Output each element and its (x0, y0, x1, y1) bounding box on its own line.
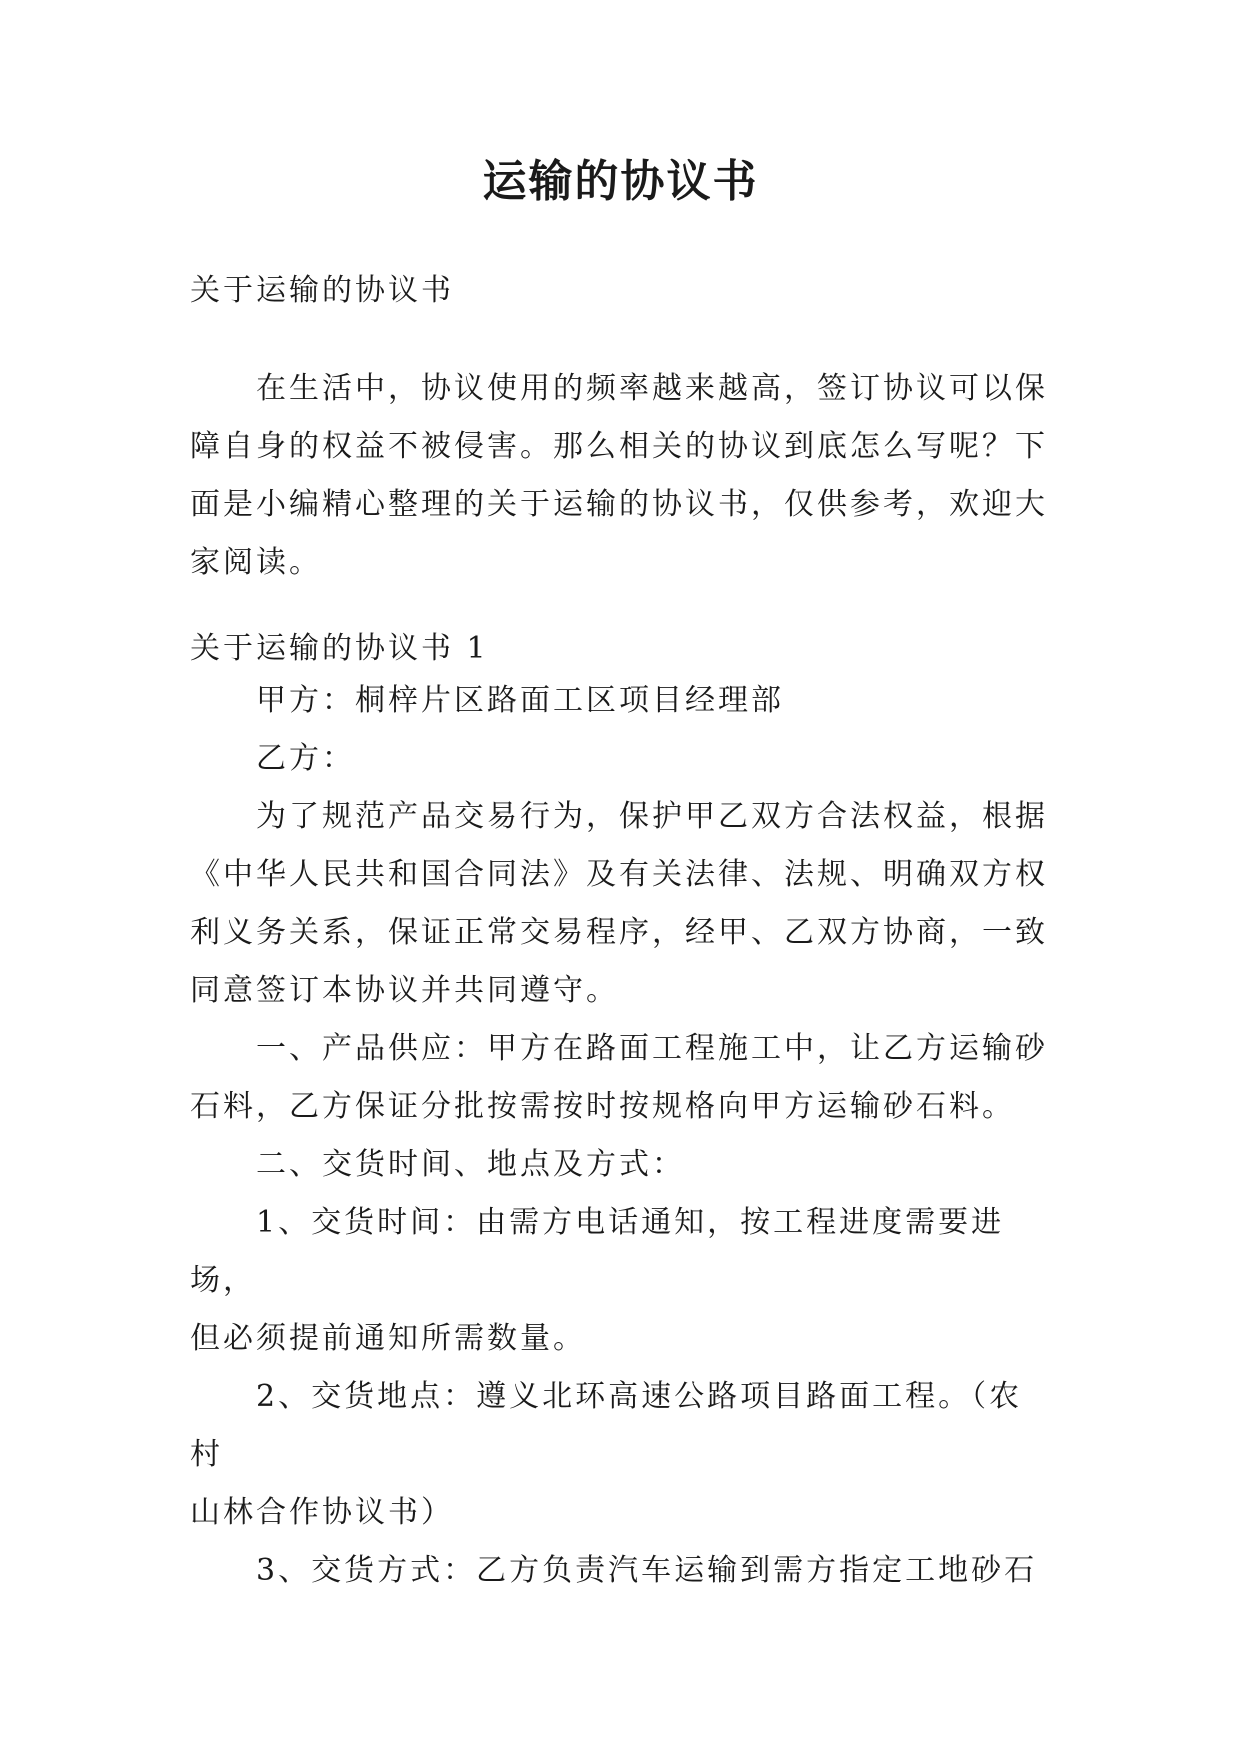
agreement-body (190, 672, 1050, 1600)
agreement-line: 《中华人民共和国合同法》及有关法律、法规、明确双方权 (190, 857, 1048, 892)
agreement-line: 石料，乙方保证分批按需按时按规格向甲方运输砂石料。 (190, 1089, 1015, 1124)
document-title: 运输的协议书 (482, 156, 759, 207)
agreement-line: 3、交货方式：乙方负责汽车运输到需方指定工地砂石 (256, 1553, 1038, 1588)
agreement-line: 为了规范产品交易行为，保护甲乙双方合法权益，根据 (256, 799, 1048, 834)
agreement-line: 山林合作协议书） (190, 1495, 454, 1530)
intro-line: 在生活中，协议使用的频率越来越高，签订协议可以保 (256, 371, 1048, 406)
agreement-line: 同意签订本协议并共同遵守。 (190, 973, 619, 1008)
document-subtitle: 关于运输的协议书 (190, 273, 454, 308)
intro-line: 障自身的权益不被侵害。那么相关的协议到底怎么写呢？下 (190, 429, 1048, 464)
agreement-line: 1、交货时间：由需方电话通知，按工程进度需要进场， (190, 1205, 1005, 1298)
intro-line: 家阅读。 (190, 545, 322, 580)
agreement-line: 但必须提前通知所需数量。 (190, 1321, 586, 1356)
agreement-line: 甲方：桐梓片区路面工区项目经理部 (256, 683, 784, 718)
agreement-line: 二、交货时间、地点及方式： (256, 1147, 685, 1182)
intro-paragraph (190, 360, 1050, 592)
agreement-line: 2、交货地点：遵义北环高速公路项目路面工程。（农村 (190, 1379, 1023, 1472)
agreement-line: 一、产品供应：甲方在路面工程施工中，让乙方运输砂 (256, 1031, 1048, 1066)
intro-line: 面是小编精心整理的关于运输的协议书，仅供参考，欢迎大 (190, 487, 1048, 522)
section-heading: 关于运输的协议书 1 (190, 631, 489, 666)
agreement-line: 利义务关系，保证正常交易程序，经甲、乙双方协商，一致 (190, 915, 1048, 950)
agreement-line: 乙方： (256, 741, 355, 776)
